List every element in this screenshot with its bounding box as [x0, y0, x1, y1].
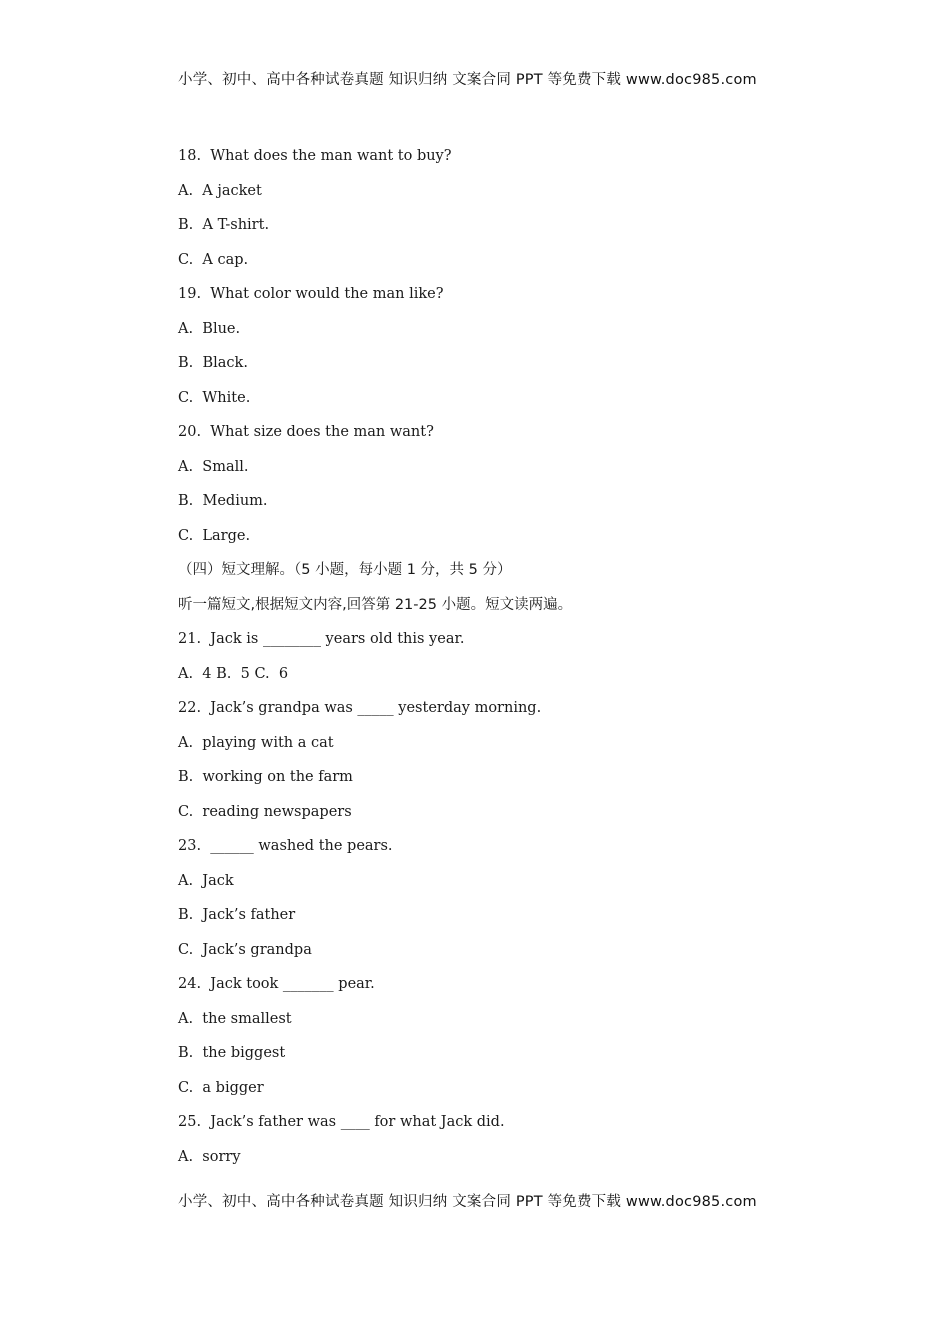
option-b: B. working on the farm: [178, 769, 353, 785]
section-instructions: 听一篇短文,根据短文内容,回答第 21-25 小题。短文读两遍。: [178, 596, 573, 613]
option-a: A. Jack: [178, 872, 234, 889]
question-18: 18. What does the man want to buy?: [178, 148, 452, 164]
option-b: B. A T-shirt.: [178, 217, 270, 233]
question-23: 23. ______ washed the pears.: [178, 838, 393, 854]
question-19: 19. What color would the man like?: [178, 286, 444, 302]
question-20: 20. What size does the man want?: [178, 424, 434, 440]
option-c: C. White.: [178, 389, 251, 406]
option-c: C. Large.: [178, 527, 251, 544]
question-list: [178, 146, 878, 1181]
question-22: 22. Jack’s grandpa was _____ yesterday morning.: [178, 700, 542, 716]
question-24: 24. Jack took _______ pear.: [178, 976, 375, 992]
option-a: A. Blue.: [178, 320, 241, 337]
options-inline: A. 4 B. 5 C. 6: [178, 665, 289, 682]
option-c: C. reading newspapers: [178, 803, 352, 820]
section-heading: （四）短文理解。（5 小题，每小题 1 分，共 5 分）: [178, 562, 512, 578]
page-header: 小学、初中、高中各种试卷真题 知识归纳 文案合同 PPT 等免费下载 www.doc985.com: [178, 72, 757, 88]
option-c: C. A cap.: [178, 251, 249, 268]
option-a: A. sorry: [178, 1148, 241, 1165]
option-c: C. Jack’s grandpa: [178, 941, 312, 958]
option-b: B. Black.: [178, 355, 248, 371]
question-21: 21. Jack is ________ years old this year.: [178, 631, 465, 647]
option-b: B. the biggest: [178, 1045, 286, 1061]
option-a: A. the smallest: [178, 1010, 292, 1027]
page-footer: 小学、初中、高中各种试卷真题 知识归纳 文案合同 PPT 等免费下载 www.doc985.com: [178, 1194, 757, 1210]
option-c: C. a bigger: [178, 1079, 264, 1096]
option-a: A. playing with a cat: [178, 734, 334, 751]
option-b: B. Jack’s father: [178, 907, 296, 923]
option-a: A. A jacket: [178, 182, 262, 199]
option-a: A. Small.: [178, 458, 249, 475]
option-b: B. Medium.: [178, 493, 268, 509]
question-25: 25. Jack’s father was ____ for what Jack did.: [178, 1114, 505, 1130]
